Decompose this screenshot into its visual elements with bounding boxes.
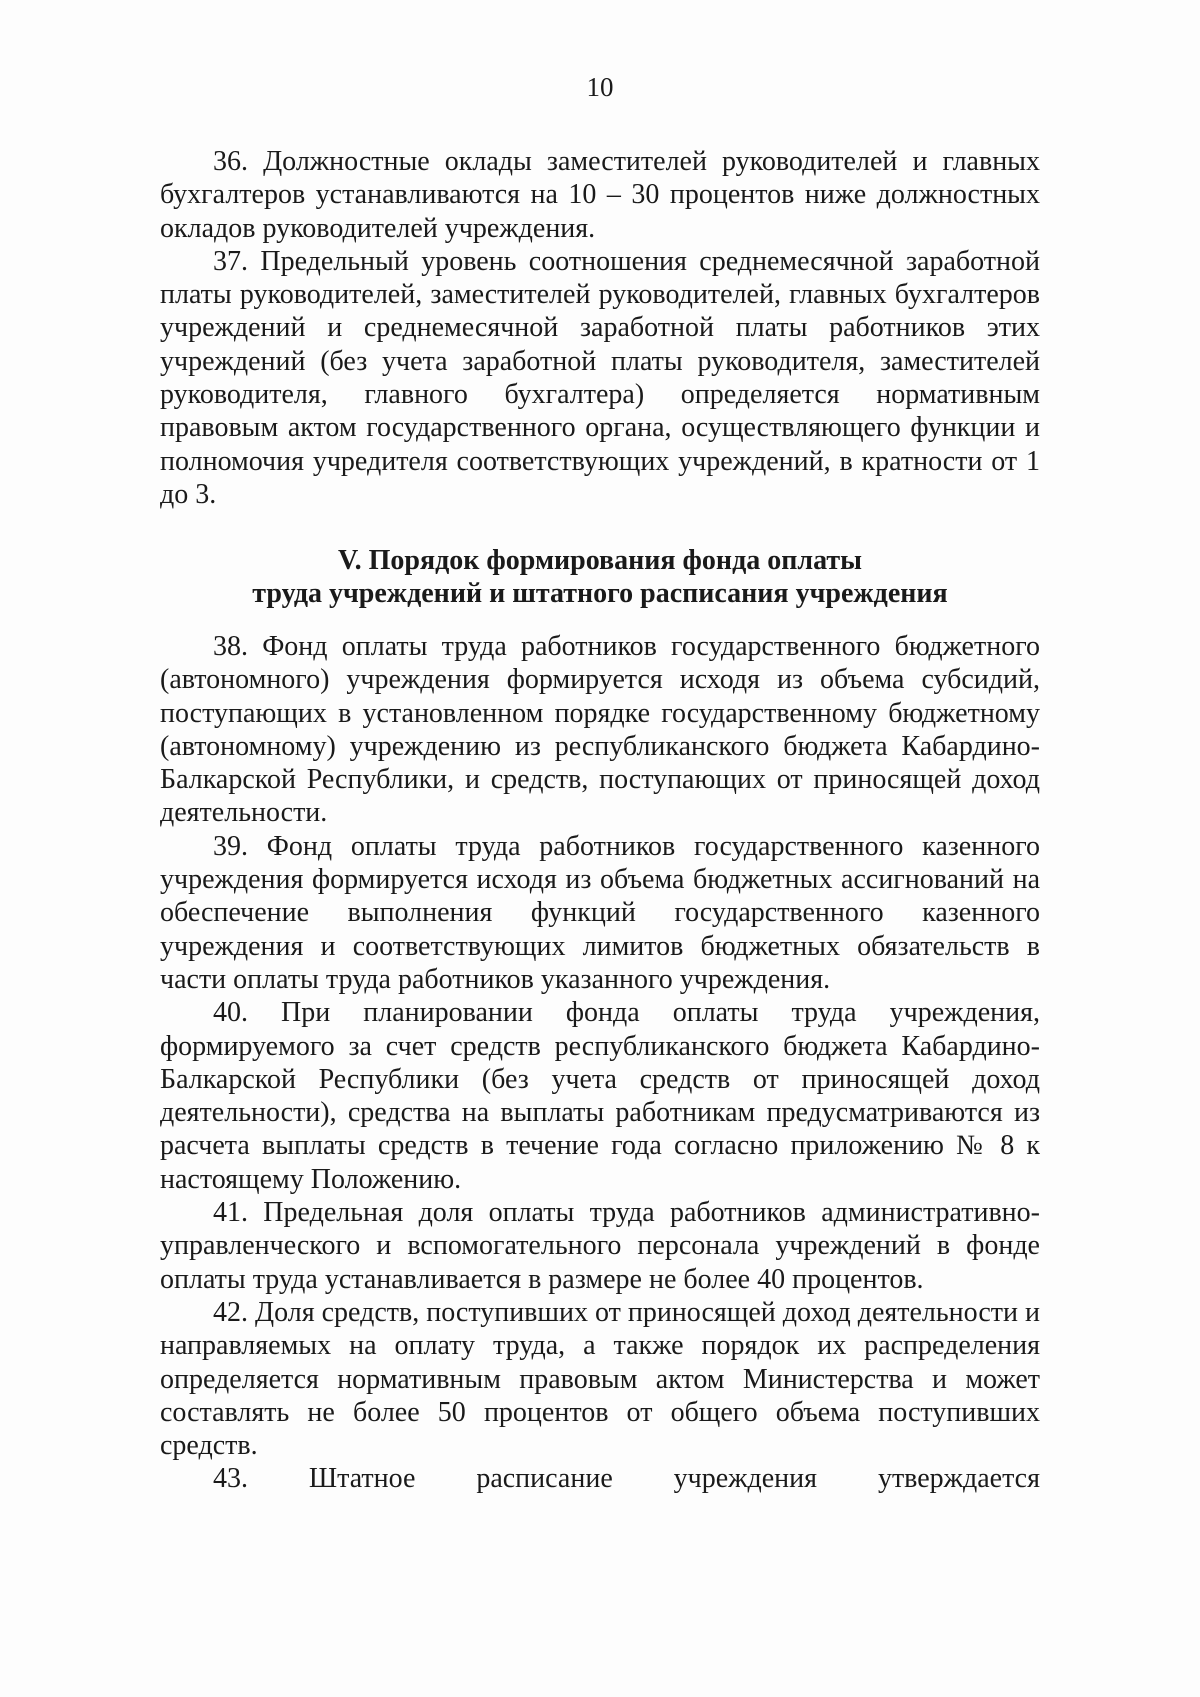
paragraph-36: 36. Должностные оклады заместителей руководителей и главных бухгалтеров устанавливаются на 10 – 30 процентов ниже должностных окладов руководителей учреждения. bbox=[160, 146, 1040, 244]
paragraph-39: 39. Фонд оплаты труда работников государственного казенного учреждения формируется исходя из объема бюджетных ассигнований на обеспечение выполнения функций государственного казенного учреждения и соответствующих лимитов бюджетных обязательств в части оплаты труда работников указанного учреждения. bbox=[160, 830, 1040, 995]
paragraph-40: 40. При планировании фонда оплаты труда учреждения, формируемого за счет средств республиканского бюджета Кабардино-Балкарской Республики (без учета средств от приносящей доход деятельности), средства на выплаты работникам предусматриваются из расчета выплаты средств в течение года согласно приложению № 8 к настоящему Положению. bbox=[160, 997, 1040, 1195]
paragraph-38: 38. Фонд оплаты труда работников государственного бюджетного (автономного) учреждения формируется исходя из объема субсидий, поступающих в установленном порядке государственному бюджетному (автономному) учреждению из республиканского бюджета Кабардино-Балкарской Республики, и средств, поступающих от приносящей доход деятельности. bbox=[160, 631, 1040, 829]
paragraphs-before-section bbox=[160, 145, 1040, 511]
paragraph-37: 37. Предельный уровень соотношения среднемесячной заработной платы руководителей, заместителей руководителей, главных бухгалтеров учреждений и среднемесячной заработной платы работников этих учреждений (без учета заработной платы руководителя, заместителей руководителя, главного бухгалтера) определяется нормативным правовым актом государственного органа, осуществляющего функции и полномочия учредителя соответствующих учреждений, в кратности от 1 до 3. bbox=[160, 245, 1040, 510]
paragraphs-after-section bbox=[160, 630, 1040, 1496]
page-number: 10 bbox=[586, 72, 614, 102]
section-heading-line-1: V. Порядок формирования фонда оплаты bbox=[338, 545, 862, 576]
section-heading bbox=[160, 544, 1040, 610]
paragraph-42: 42. Доля средств, поступивших от приносящей доход деятельности и направляемых на оплату труда, а также порядок их распределения определяется нормативным правовым актом Министерства и может составлять не более 50 процентов от общего объема поступивших средств. bbox=[160, 1296, 1040, 1462]
section-heading-line-2: труда учреждений и штатного расписания учреждения bbox=[252, 578, 948, 609]
paragraph-43: 43. Штатное расписание учреждения утверждается bbox=[213, 1463, 1040, 1495]
paragraph-41: 41. Предельная доля оплаты труда работников административно-управленческого и вспомогательного персонала учреждений в фонде оплаты труда устанавливается в размере не более 40 процентов. bbox=[160, 1197, 1040, 1295]
